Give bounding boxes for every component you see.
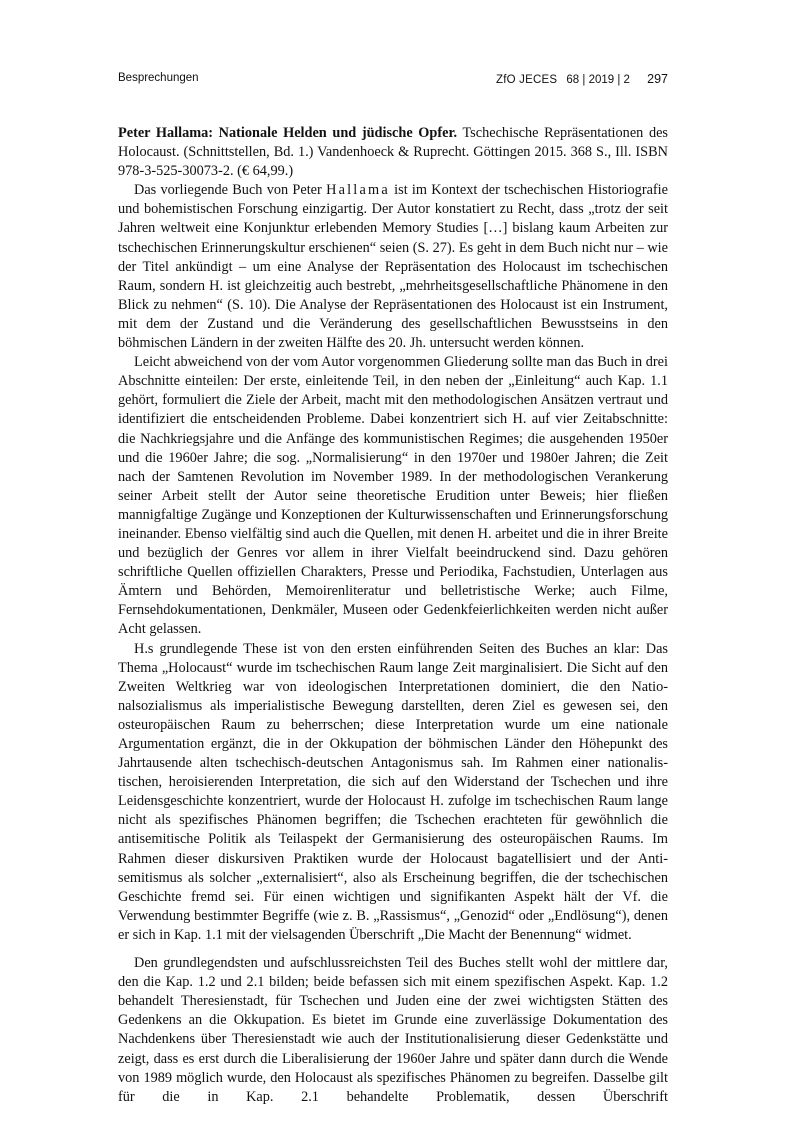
page-number: 297 bbox=[647, 72, 668, 86]
p1-rest: ist im Kontext der tschechischen Historiografie und bohemistischen Forschung einzigartig. Der Autor konstatiert zu Recht, dass „trotz der seit Jahren weltweit eine Konjunktur erlebenden Memory Studies […] bislang kaum Arbeiten zur tschechischen Erinnerungskultur erschienen“ seien (S. 27). Es geht in dem Buch nicht nur – wie der Titel ankündigt – um eine Analyse der Repräsentation des Holocaust im tschechischen Raum, sondern H. ist gleichzeitig auch bestrebt, „mehrheitsgesellschaftliche Phänomene in den Blick zu nehmen“ (S. 10). Die Analyse der Repräsentationen des Holocaust ist ein Instrument, mit dem der Zustand und die Veränderung des gesellschaftlichen Bewusstseins in den böhmischen Ländern in der zweiten Hälfte des 20. Jh. untersucht werden können. bbox=[118, 182, 669, 352]
running-head bbox=[118, 72, 668, 92]
journal-info bbox=[496, 72, 668, 86]
p1-start: Das vorliegende Buch von Peter bbox=[134, 182, 327, 199]
issue-info: 68 | 2019 | 2 bbox=[566, 74, 630, 86]
paragraph-2: Leicht abweichend von der vom Autor vorgenommen Gliederung sollte man das Buch in drei Abschnitte einteilen: Der erste, einleitende Teil, in den neben der „Einleitung“ auch Kap. 1.1 gehört, formuliert die Ziele der Arbeit, macht mit den methodologischen Ansätzen vertraut und identifiziert die entscheidenden Probleme. Dabei konzentriert sich H. auf vier Zeitabschnitte: die Nachkriegsjahre und die Anfänge des kommunistischen Regimes; die ausgehenden 1950er und die 1960er Jahre; die sog. „Normalisierung“ in den 1970er und 1980er Jahren; die Zeit nach der Samtenen Revolution im November 1989. In der methodologischen Verankerung seiner Arbeit stellt der Autor seine theoretische Erudition unter Beweis; hier fließen mannigfaltige Zugänge und Konzeptionen der Kulturwissenschaften und Erinnerungsforschung ineinander. Ebenso vielfältig sind auch die Quellen, mit denen H. arbeitet und die in ihrer Breite und bezüglich der Genres vor allem in ihrer Vielfalt beeindruckend sind. Dazu gehören schriftliche Quellen offiziellen Charakters, Presse und Periodika, Fachstudien, Unterlagen aus Ämtern und Behörden, Memoirenliteratur und belletristische Werke; auch Filme, Fernsehdokumentationen, Denkmäler, Museen oder Gedenkfeierlichkeiten werden nicht außer Acht gelassen. bbox=[118, 354, 668, 638]
paragraph-4: Den grundlegendsten und aufschlussreichsten Teil des Buches stellt wohl der mittlere dar, den die Kap. 1.2 und 2.1 bilden; beide befassen sich mit einem spezifischen Aspekt. Kap. 1.2 behandelt Theresienstadt, für Tschechen und Juden eine der zwei wichtigsten Stätten des Gedenkens an die Okkupation. Es bietet im Grunde eine zuverlässige Dokumentation des Nachdenkens über Theresienstadt wie auch der Institutionalisierung dieser Gedenkstätte und zeigt, dass es erst durch die Liberalisierung der 1960er Jahre und später dann durch die Wende von 1989 möglich wurde, den Holocaust als spezifisches Phänomen zu begreifen. Dasselbe gilt für die in Kap. 2.1 behandelte Problematik, dessen Überschrift bbox=[118, 955, 668, 1105]
section-title: Besprechungen bbox=[118, 72, 199, 84]
book-details: Tschechische Repräsentationen des Holocaust. (Schnittstellen, Bd. 1.) Vandenhoeck & Ruprecht. Göttingen 2015. 368 S., Ill. ISBN 978-3-525-30073-2. (€ 64,99.) bbox=[118, 125, 668, 180]
book-author-title: Peter Hallama: Nationale Helden und jüdische Opfer. bbox=[118, 125, 458, 141]
journal-name: ZfO JECES bbox=[495, 74, 558, 86]
bibliographic-entry bbox=[118, 124, 668, 181]
paragraph-3: H.s grundlegende These ist von den ersten einführenden Seiten des Buches an klar: Das Thema „Holocaust“ wurde im tschechischen Raum lange Zeit marginalisiert. Die Sicht auf den Zweiten Weltkrieg war von ideologischen Interpretationen dominiert, die den Nationalsozialismus als imperialistische Bewegung darstellten, deren Ziel es gewesen sei, den osteuropäischen Raum zu beherrschen; diese Interpretation wurde um eine nationale Argumentation ergänzt, die in der Okkupation der böhmischen Länder den Höhepunkt des Jahrtausende alten tschechisch-deutschen Antagonismus sah. Im Rahmen einer nationalistischen, heroisierenden Interpretation, die sich auf den Widerstand der Tschechen und ihre Leidensgeschichte konzentriert, wurde der Holocaust H. zufolge im tschechischen Raum lange nicht als spezifisches Phänomen begriffen; die Tschechen erachteten für gewöhnlich die antisemitische Politik als Teilaspekt der Germanisierung des osteuropäischen Raums. Im Rahmen dieser diskursiven Praktiken wurde der Holocaust bagatellisiert und der Antisemitismus als solcher „externalisiert“, also als Erscheinung begriffen, die der tschechischen Geschichte fremd sei. Für einen wichtigen und signifikanten Aspekt hält der Vf. die Verwendung bestimmter Begriffe (wie z. B. „Rassismus“, „Genozid“ oder „Endlösung“), denen er sich in Kap. 1.1 mit der vielsagenden Überschrift „Die Macht der Benennung“ widmet. bbox=[118, 640, 668, 943]
p1-author-name: Hallama bbox=[326, 182, 390, 199]
review-body bbox=[118, 124, 668, 1107]
paragraph-1 bbox=[118, 181, 668, 353]
